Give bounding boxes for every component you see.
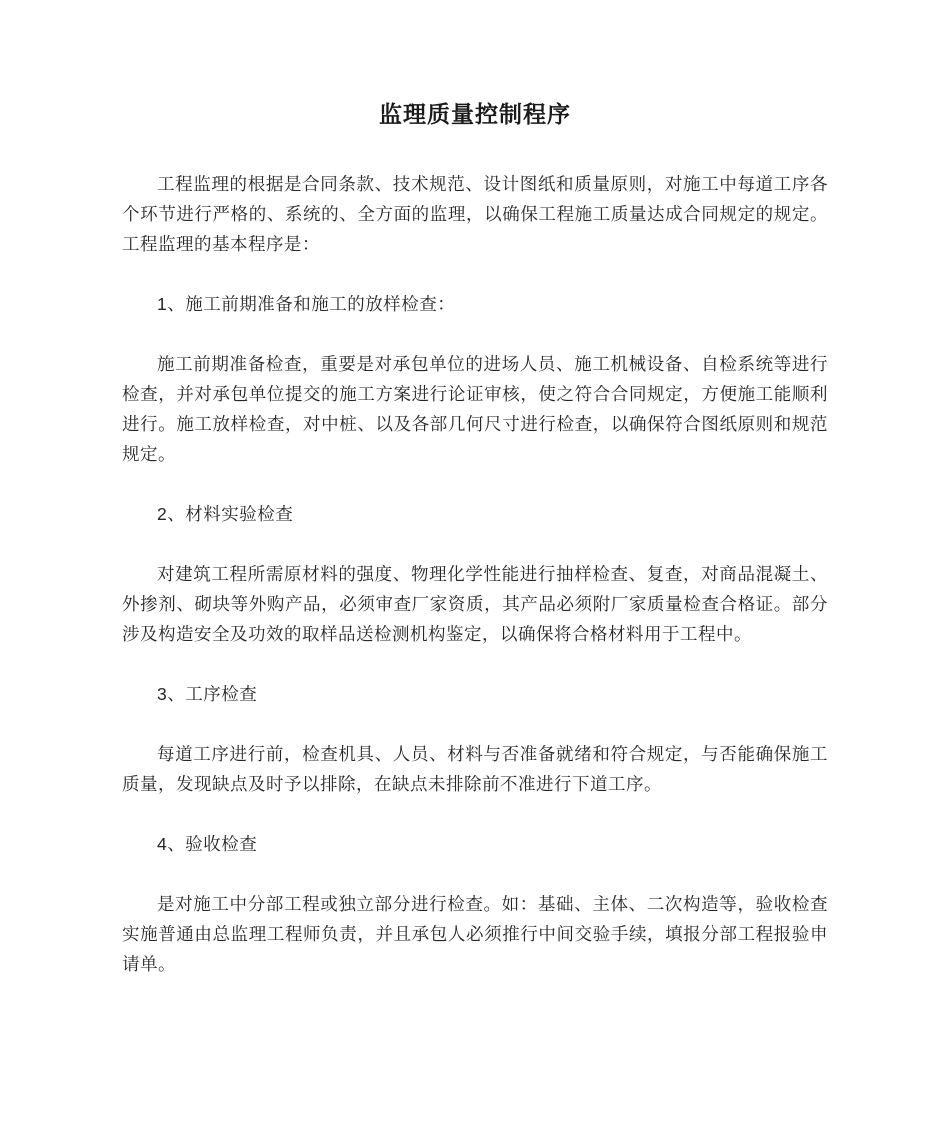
document-title: 监理质量控制程序 [379,101,571,127]
paragraph-intro: 工程监理的根据是合同条款、技术规范、设计图纸和质量原则，对施工中每道工序各个环节进行严格的、系统的、全方面的监理，以确保工程施工质量达成合同规定的规定。工程监理的基本程序是： [122,174,828,254]
paragraph-section-2: 对建筑工程所需原材料的强度、物理化学性能进行抽样检查、复查，对商品混凝土、外掺剂、砌块等外购产品，必须审查厂家资质，其产品必须附厂家质量检查合格证。部分涉及构造安全及功效的取样品送检测机构鉴定，以确保将合格材料用于工程中。 [122,564,828,644]
paragraph-section-3: 每道工序进行前，检查机具、人员、材料与否准备就绪和符合规定，与否能确保施工质量，发现缺点及时予以排除，在缺点未排除前不准进行下道工序。 [122,744,828,794]
section-heading-2: 2、材料实验检查 [157,504,294,524]
section-heading-3: 3、工序检查 [157,684,258,704]
paragraph-section-1: 施工前期准备检查，重要是对承包单位的进场人员、施工机械设备、自检系统等进行检查，并对承包单位提交的施工方案进行论证审核，使之符合合同规定，方便施工能顺利进行。施工放样检查，对中桩、以及各部几何尺寸进行检查，以确保符合图纸原则和规范规定。 [122,354,828,464]
section-heading-4: 4、验收检查 [157,834,258,854]
paragraph-section-4: 是对施工中分部工程或独立部分进行检查。如：基础、主体、二次构造等，验收检查实施普通由总监理工程师负责，并且承包人必须推行中间交验手续，填报分部工程报验申请单。 [122,894,828,974]
section-heading-1: 1、施工前期准备和施工的放样检查： [157,294,456,314]
